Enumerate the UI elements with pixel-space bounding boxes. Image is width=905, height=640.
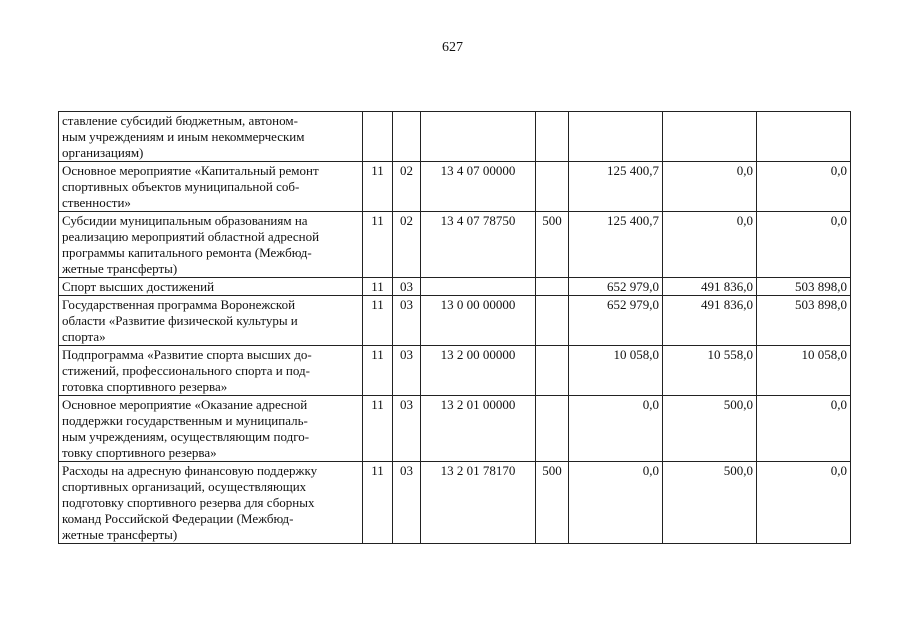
amount-year3-cell: 0,0 bbox=[757, 462, 851, 544]
section-code-cell: 11 bbox=[363, 296, 393, 346]
target-article-cell bbox=[421, 112, 536, 162]
row-name-cell: Государственная программа Воронежской области «Развитие физической культуры и спорта» bbox=[59, 296, 363, 346]
row-name-cell: Субсидии муниципальным образованиям на реализацию мероприятий областной адресной программы капитального ремонта (Межбюд- жетные трансферты) bbox=[59, 212, 363, 278]
amount-year2-cell: 500,0 bbox=[663, 462, 757, 544]
amount-year1-cell bbox=[569, 112, 663, 162]
amount-year2-cell: 491 836,0 bbox=[663, 296, 757, 346]
subsection-code-cell: 03 bbox=[393, 462, 421, 544]
table-row bbox=[59, 462, 851, 544]
amount-year2-cell: 491 836,0 bbox=[663, 278, 757, 296]
expense-type-cell bbox=[536, 296, 569, 346]
section-code-cell: 11 bbox=[363, 278, 393, 296]
amount-year2-cell: 10 558,0 bbox=[663, 346, 757, 396]
target-article-cell: 13 2 01 78170 bbox=[421, 462, 536, 544]
amount-year1-cell: 0,0 bbox=[569, 462, 663, 544]
amount-year3-cell: 10 058,0 bbox=[757, 346, 851, 396]
row-name-cell: Основное мероприятие «Оказание адресной поддержки государственным и муниципаль- ным учреждениям, осуществляющим подго- товку спортивного резерва» bbox=[59, 396, 363, 462]
amount-year3-cell bbox=[757, 112, 851, 162]
target-article-cell: 13 4 07 00000 bbox=[421, 162, 536, 212]
table-row bbox=[59, 212, 851, 278]
subsection-code-cell: 02 bbox=[393, 212, 421, 278]
subsection-code-cell: 02 bbox=[393, 162, 421, 212]
row-name-cell: Расходы на адресную финансовую поддержку спортивных организаций, осуществляющих подготовку спортивного резерва для сборных команд Российской Федерации (Межбюд- жетные трансферты) bbox=[59, 462, 363, 544]
table-row bbox=[59, 162, 851, 212]
target-article-cell: 13 2 01 00000 bbox=[421, 396, 536, 462]
amount-year1-cell: 0,0 bbox=[569, 396, 663, 462]
subsection-code-cell: 03 bbox=[393, 278, 421, 296]
section-code-cell: 11 bbox=[363, 462, 393, 544]
row-name-cell: ставление субсидий бюджетным, автоном- ным учреждениям и иным некоммерческим организациям) bbox=[59, 112, 363, 162]
table-row bbox=[59, 296, 851, 346]
subsection-code-cell: 03 bbox=[393, 346, 421, 396]
section-code-cell: 11 bbox=[363, 346, 393, 396]
amount-year2-cell: 500,0 bbox=[663, 396, 757, 462]
section-code-cell: 11 bbox=[363, 162, 393, 212]
amount-year1-cell: 652 979,0 bbox=[569, 296, 663, 346]
amount-year3-cell: 503 898,0 bbox=[757, 278, 851, 296]
amount-year2-cell bbox=[663, 112, 757, 162]
expense-type-cell bbox=[536, 396, 569, 462]
expense-type-cell bbox=[536, 278, 569, 296]
row-name-cell: Подпрограмма «Развитие спорта высших до- стижений, профессионального спорта и под- готовка спортивного резерва» bbox=[59, 346, 363, 396]
table-row bbox=[59, 112, 851, 162]
section-code-cell: 11 bbox=[363, 396, 393, 462]
amount-year2-cell: 0,0 bbox=[663, 162, 757, 212]
table-row bbox=[59, 396, 851, 462]
row-name-cell: Спорт высших достижений bbox=[59, 278, 363, 296]
expense-type-cell: 500 bbox=[536, 212, 569, 278]
amount-year3-cell: 0,0 bbox=[757, 162, 851, 212]
amount-year3-cell: 0,0 bbox=[757, 212, 851, 278]
amount-year3-cell: 0,0 bbox=[757, 396, 851, 462]
expense-type-cell bbox=[536, 112, 569, 162]
amount-year1-cell: 652 979,0 bbox=[569, 278, 663, 296]
expense-type-cell bbox=[536, 346, 569, 396]
target-article-cell: 13 0 00 00000 bbox=[421, 296, 536, 346]
amount-year1-cell: 125 400,7 bbox=[569, 212, 663, 278]
target-article-cell bbox=[421, 278, 536, 296]
table-row bbox=[59, 346, 851, 396]
amount-year3-cell: 503 898,0 bbox=[757, 296, 851, 346]
expense-type-cell bbox=[536, 162, 569, 212]
section-code-cell bbox=[363, 112, 393, 162]
budget-table bbox=[58, 111, 851, 544]
target-article-cell: 13 2 00 00000 bbox=[421, 346, 536, 396]
page-number: 627 bbox=[442, 40, 463, 55]
table-row bbox=[59, 278, 851, 296]
row-name-cell: Основное мероприятие «Капитальный ремонт спортивных объектов муниципальной соб- ственности» bbox=[59, 162, 363, 212]
subsection-code-cell bbox=[393, 112, 421, 162]
subsection-code-cell: 03 bbox=[393, 296, 421, 346]
amount-year2-cell: 0,0 bbox=[663, 212, 757, 278]
section-code-cell: 11 bbox=[363, 212, 393, 278]
target-article-cell: 13 4 07 78750 bbox=[421, 212, 536, 278]
subsection-code-cell: 03 bbox=[393, 396, 421, 462]
amount-year1-cell: 125 400,7 bbox=[569, 162, 663, 212]
expense-type-cell: 500 bbox=[536, 462, 569, 544]
amount-year1-cell: 10 058,0 bbox=[569, 346, 663, 396]
